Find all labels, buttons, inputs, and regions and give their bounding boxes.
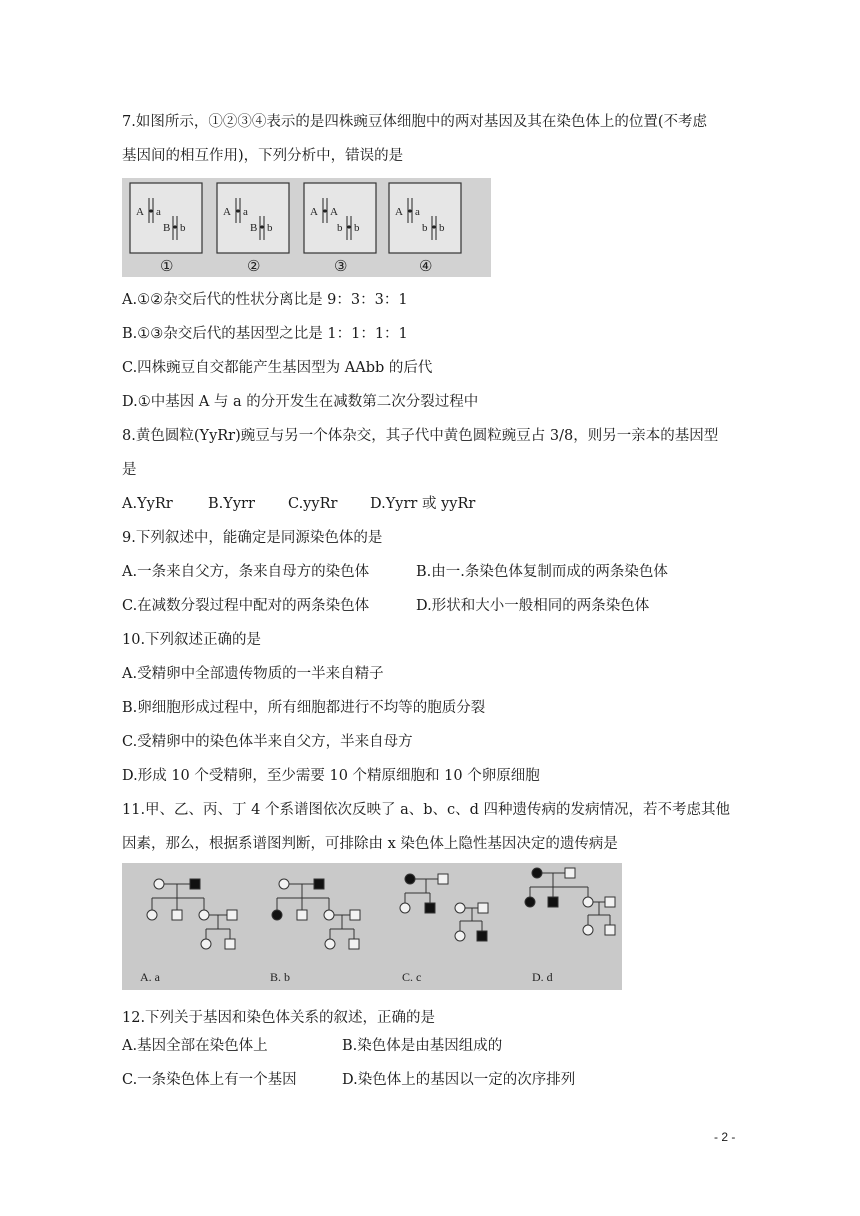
q7-stem-line2: 基因间的相互作用)，下列分析中，错误的是 [122, 148, 404, 164]
q8-option-d: D.Yyrr 或 yyRr [370, 496, 476, 512]
cell-label: ② [247, 257, 261, 275]
gene-label: A [310, 206, 318, 218]
q12-option-a: A.基因全部在染色体上 [122, 1038, 268, 1054]
q8-option-b: B.Yyrr [208, 496, 255, 512]
q10-option-d: D.形成 10 个受精卵，至少需要 10 个精原细胞和 10 个卵原细胞 [122, 768, 540, 784]
cell-label: ① [160, 257, 174, 275]
chromosome-figure [122, 178, 491, 277]
cell-label: ④ [419, 257, 433, 275]
q12-option-c: C.一条染色体上有一个基因 [122, 1072, 297, 1088]
pedigree-label-d: D. d [532, 970, 553, 984]
q7-option-b: B.①③杂交后代的基因型之比是 1：1：1：1 [122, 326, 408, 342]
q11-stem-line1: 11.甲、乙、丙、丁 4 个系谱图依次反映了 a、b、c、d 四种遗传病的发病情况，若不考虑其他 [122, 802, 731, 818]
q12-stem: 12.下列关于基因和染色体关系的叙述，正确的是 [122, 1010, 436, 1026]
gene-label: b [439, 222, 445, 234]
cell-4 [389, 183, 461, 253]
gene-label: b [267, 222, 273, 234]
q12-option-b: B.染色体是由基因组成的 [342, 1038, 503, 1054]
q8-option-c: C.yyRr [288, 496, 338, 512]
gene-label: A [395, 206, 403, 218]
gene-label: b [354, 222, 360, 234]
q12-option-d: D.染色体上的基因以一定的次序排列 [342, 1072, 576, 1088]
q9-stem: 9.下列叙述中，能确定是同源染色体的是 [122, 530, 383, 546]
cell-3 [304, 183, 376, 253]
q9-option-c: C.在减数分裂过程中配对的两条染色体 [122, 598, 370, 614]
gene-label: a [415, 206, 420, 218]
pedigree-label-a: A. a [140, 970, 160, 984]
q10-stem: 10.下列叙述正确的是 [122, 632, 262, 648]
gene-label: a [156, 206, 161, 218]
cell-1 [130, 183, 202, 253]
q8-option-a: A.YyRr [122, 496, 173, 512]
gene-label: b [422, 222, 428, 234]
q7-option-d: D.①中基因 A 与 a 的分开发生在减数第二次分裂过程中 [122, 394, 479, 410]
gene-label: A [136, 206, 144, 218]
pedigree-label-c: C. c [402, 970, 422, 984]
q10-option-b: B.卵细胞形成过程中，所有细胞都进行不均等的胞质分裂 [122, 700, 486, 716]
pedigree-figure [122, 863, 622, 990]
gene-label: A [223, 206, 231, 218]
q9-option-b: B.由一.条染色体复制而成的两条染色体 [416, 564, 668, 580]
gene-label: b [180, 222, 186, 234]
page-number: - 2 - [714, 1130, 736, 1144]
pedigree-label-b: B. b [270, 970, 291, 984]
gene-label: B [163, 222, 171, 234]
gene-label: a [243, 206, 248, 218]
gene-label: b [337, 222, 343, 234]
q7-stem-line1: 7.如图所示，①②③④表示的是四株豌豆体细胞中的两对基因及其在染色体上的位置(不考虑 [122, 114, 707, 130]
q10-option-a: A.受精卵中全部遗传物质的一半来自精子 [122, 666, 384, 682]
gene-label: A [330, 206, 338, 218]
q8-stem-line1: 8.黄色圆粒(YyRr)豌豆与另一个体杂交，其子代中黄色圆粒豌豆占 3/8，则另一亲本的基因型 [122, 428, 719, 444]
cell-2 [217, 183, 289, 253]
q10-option-c: C.受精卵中的染色体半来自父方，半来自母方 [122, 734, 413, 750]
cell-label: ③ [334, 257, 348, 275]
gene-label: B [250, 222, 258, 234]
q9-option-d: D.形状和大小一般相同的两条染色体 [416, 598, 650, 614]
q8-stem-line2: 是 [122, 462, 137, 478]
q11-stem-line2: 因素，那么，根据系谱图判断，可排除由 x 染色体上隐性基因决定的遗传病是 [122, 836, 618, 852]
q7-option-a: A.①②杂交后代的性状分离比是 9：3：3：1 [122, 292, 408, 308]
q9-option-a: A.一条来自父方，条来自母方的染色体 [122, 564, 370, 580]
q7-option-c: C.四株豌豆自交都能产生基因型为 AAbb 的后代 [122, 360, 433, 376]
